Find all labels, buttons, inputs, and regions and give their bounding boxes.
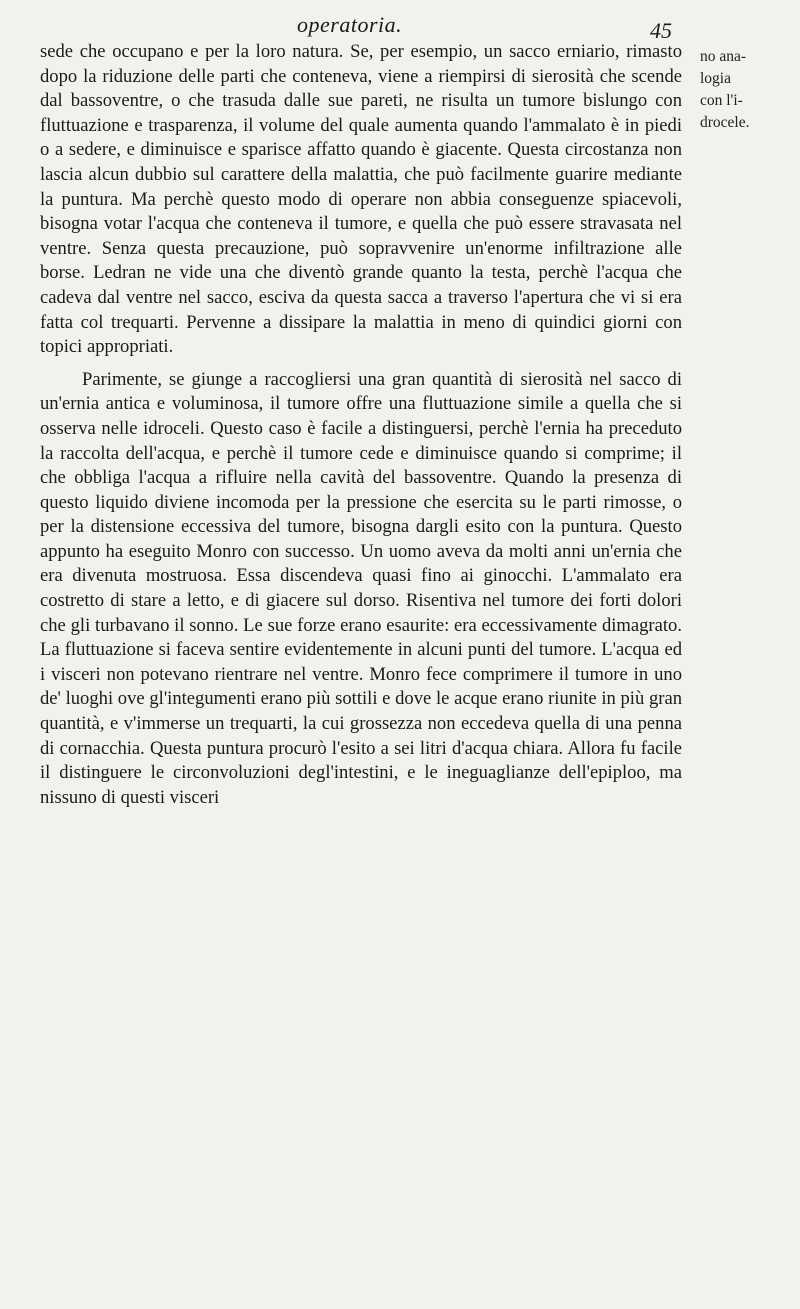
margin-note-line: con l'i-	[700, 92, 743, 109]
body-text	[40, 40, 682, 810]
paragraph-1: sede che occupano e per la loro natura. Se, per esempio, un sacco erniario, rimasto dopo la riduzione delle parti che conteneva, viene a riempirsi di sierosità che scende dal bassoventre, o che trasuda dalle sue pareti, ne risulta un tumore bislungo con fluttuazione e trasparenza, il volume del quale aumenta quando l'ammalato è in piedi o a sedere, e diminuisce e sparisce affatto quando è giacente. Questa circostanza non lascia alcun dubbio sul carattere della malattia, che può facilmente guarire mediante la puntura. Ma perchè questo modo di operare non abbia conseguenze spiacevoli, bisogna votar l'acqua che conteneva il tumore, e quella che può essere stravasata nel ventre. Senza questa precauzione, può sopravvenire un'enorme infiltrazione alle borse. Ledran ne vide una che diventò grande quanto la testa, perchè l'acqua che cadeva dal ventre nel sacco, esciva da questa sacca a traverso l'apertura che vi si era fatta col trequarti. Pervenne a dissipare la malattia in meno di quindici giorni con topici appropriati.	[40, 41, 682, 358]
margin-note-line: logia	[700, 70, 731, 87]
margin-note-line: drocele.	[700, 114, 750, 131]
margin-note	[700, 46, 792, 134]
margin-note-line: no ana-	[700, 48, 747, 65]
running-head-title: operatoria.	[297, 12, 403, 37]
paragraph-2: Parimente, se giunge a raccogliersi una gran quantità di sierosità nel sacco di un'ernia antica e voluminosa, il tumore offre una fluttuazione simile a quella che si osserva nelle idroceli. Questo caso è facile a distinguersi, perchè l'ernia ha preceduto la raccolta dell'acqua, e perchè il tumore cede e diminuisce quando si comprime; il che obbliga l'acqua a rifluire nella cavità del bassoventre. Quando la presenza di questo liquido diviene incomoda per la pressione che esercita su le parti rimosse, o per la distensione eccessiva del tumore, bisogna dargli esito con la puntura. Questo appunto ha eseguito Monro con successo. Un uomo aveva da molti anni un'ernia che era divenuta mostruosa. Essa discendeva quasi fino ai ginocchi. L'ammalato era costretto di stare a letto, e di giacere sul dorso. Risentiva nel tumore dei forti dolori che gli turbavano il sonno. Le sue forze erano esaurite: era eccessivamente dimagrato. La fluttuazione si faceva sentire evidentemente in alcuni punti del tumore. L'acqua ed i visceri non potevano rientrare nel ventre. Monro fece comprimere il tumore in uno de' luoghi ove gl'integumenti erano più sottili e dove le acque erano riunite in più gran quantità, e v'immerse un trequarti, la cui grossezza non eccedeva quella di una penna di cornacchia. Questa puntura procurò l'esito a sei litri d'acqua chiara. Allora fu facile il distinguere le circonvoluzioni degl'intestini, e le ineguaglianze dell'epiploo, ma nissuno di questi visceri	[40, 368, 682, 808]
page-number: 45	[650, 18, 672, 43]
running-head	[0, 10, 800, 43]
